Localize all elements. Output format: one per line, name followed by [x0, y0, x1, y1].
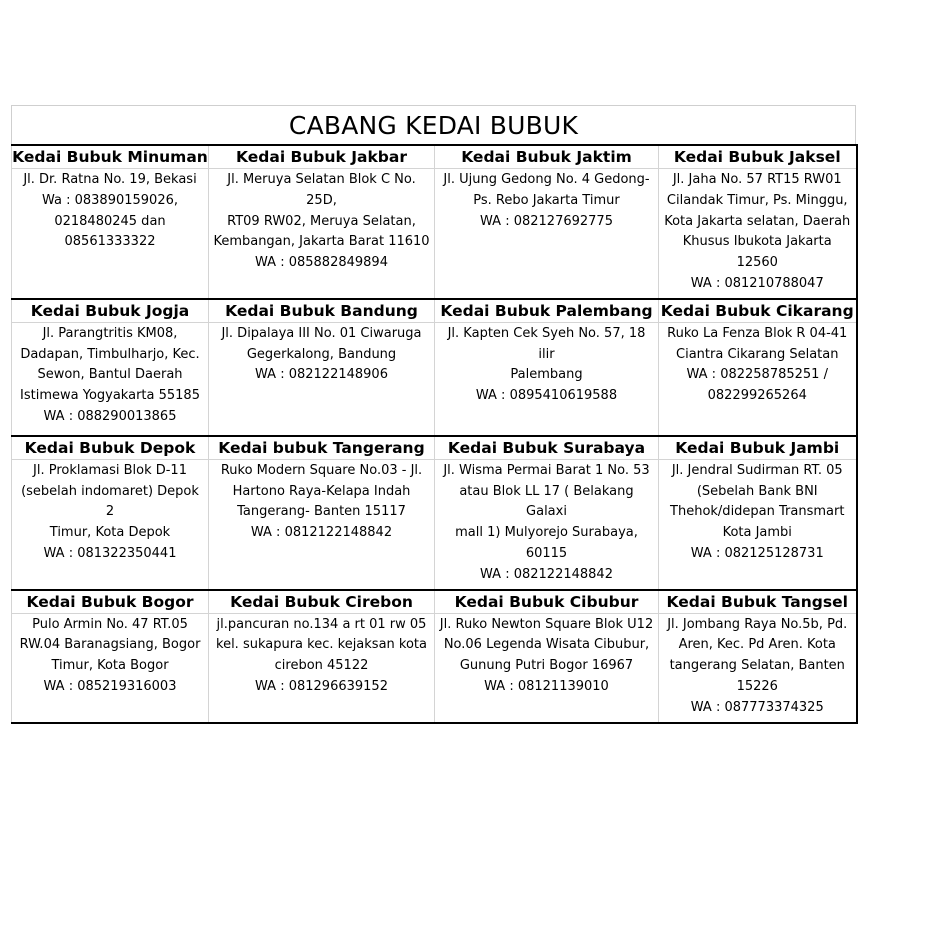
branch-address-line: (sebelah indomaret) Depok 2: [21, 483, 199, 520]
branch-address-line: WA : 087773374325: [690, 699, 824, 715]
branch-name: Kedai Bubuk Jambi: [659, 436, 857, 460]
branch-address-cell: [435, 169, 659, 299]
branch-address-line: Jl. Proklamasi Blok D-11: [33, 462, 187, 478]
branch-address-line: 08561333322: [64, 234, 156, 250]
branch-name: Kedai Bubuk Depok: [12, 436, 209, 460]
branch-address-line: Wa : 083890159026,: [41, 192, 179, 208]
branch-name: Kedai bubuk Tangerang: [209, 436, 435, 460]
branch-address-line: WA : 082125128731: [690, 545, 824, 561]
branch-address-cell: [12, 613, 209, 723]
branch-address-line: Tangerang- Banten 15117: [237, 504, 406, 520]
branch-address-cell: [435, 459, 659, 589]
branch-name: Kedai Bubuk Jaktim: [435, 145, 659, 169]
branch-address-line: cirebon 45122: [274, 658, 369, 674]
branch-address-cell: [659, 322, 857, 436]
branch-address-line: WA : 081210788047: [690, 275, 824, 291]
branch-sheet: [11, 105, 856, 724]
branch-detail-row: [12, 169, 857, 299]
branch-address-line: Jl. Dr. Ratna No. 19, Bekasi: [23, 172, 197, 187]
branch-address-line: Jl. Meruya Selatan Blok C No. 25D,: [227, 172, 416, 208]
branch-address-line: WA : 085219316003: [43, 678, 177, 694]
branch-address-line: WA : 0895410619588: [475, 388, 618, 404]
branch-name: Kedai Bubuk Jakbar: [209, 145, 435, 169]
branch-address-cell: [435, 322, 659, 436]
branch-address-line: jl.pancuran no.134 a rt 01 rw 05: [216, 616, 427, 632]
branch-address-line: Jl. Wisma Permai Barat 1 No. 53: [443, 462, 650, 478]
branch-address-line: Kota Jakarta selatan, Daerah: [664, 213, 851, 229]
branch-address-line: Jl. Kapten Cek Syeh No. 57, 18 ilir: [447, 325, 646, 362]
branch-name: Kedai Bubuk Tangsel: [659, 590, 857, 614]
branch-address-line: Istimewa Yogyakarta 55185: [20, 388, 200, 404]
branch-address-line: Gunung Putri Bogor 16967: [459, 658, 634, 674]
branch-name: Kedai Bubuk Bandung: [209, 299, 435, 323]
branch-address-line: Ruko Modern Square No.03 - Jl.: [220, 462, 423, 478]
branch-address-line: Gegerkalong, Bandung: [246, 346, 397, 362]
branch-address-line: Palembang: [510, 367, 583, 383]
branch-address-line: mall 1) Mulyorejo Surabaya,: [455, 525, 638, 541]
branch-address-line: WA : 088290013865: [43, 408, 177, 424]
branch-address-line: Kembangan, Jakarta Barat 11610: [213, 234, 430, 250]
branch-address-line: WA : 081322350441: [43, 545, 177, 561]
branch-address-line: atau Blok LL 17 ( Belakang Galaxi: [459, 483, 634, 520]
branch-name-row: [12, 436, 857, 460]
branch-detail-row: [12, 459, 857, 589]
branch-address-line: WA : 081296639152: [255, 678, 388, 694]
branch-address-line: No.06 Legenda Wisata Cibubur,: [443, 637, 650, 653]
branch-address-line: Sewon, Bantul Daerah: [37, 367, 183, 383]
branch-address-cell: [12, 459, 209, 589]
branch-table: [11, 144, 858, 724]
branch-address-line: Dadapan, Timbulharjo, Kec.: [20, 346, 200, 362]
branch-name: Kedai Bubuk Jaksel: [659, 145, 857, 169]
branch-address-line: Jl. Ujung Gedong No. 4 Gedong-: [443, 172, 650, 187]
branch-address-line: 0218480245 dan: [54, 213, 166, 229]
branch-name-row: [12, 299, 857, 323]
branch-address-line: RT09 RW02, Meruya Selatan,: [227, 213, 416, 229]
branch-name: Kedai Bubuk Surabaya: [435, 436, 659, 460]
branch-address-line: WA : 082258785251 /: [686, 367, 828, 383]
branch-name: Kedai Bubuk Cibubur: [435, 590, 659, 614]
branch-name: Kedai Bubuk Cirebon: [209, 590, 435, 614]
branch-name: Kedai Bubuk Palembang: [435, 299, 659, 323]
branch-address-line: Jl. Jombang Raya No.5b, Pd.: [667, 616, 848, 632]
branch-detail-row: [12, 322, 857, 436]
branch-address-line: Khusus Ibukota Jakarta 12560: [682, 234, 832, 271]
branch-address-line: Jl. Jaha No. 57 RT15 RW01: [672, 172, 842, 187]
branch-address-cell: [659, 459, 857, 589]
branch-address-line: WA : 08121139010: [484, 678, 609, 694]
branch-address-line: Jl. Dipalaya III No. 01 Ciwaruga: [221, 325, 422, 341]
branch-address-cell: [435, 613, 659, 723]
branch-name: Kedai Bubuk Bogor: [12, 590, 209, 614]
branch-name-row: [12, 590, 857, 614]
branch-address-line: Timur, Kota Bogor: [51, 658, 169, 674]
branch-address-line: Ruko La Fenza Blok R 04-41: [667, 325, 848, 341]
branch-address-cell: [12, 169, 209, 299]
branch-address-line: Thehok/didepan Transmart: [670, 504, 845, 520]
branch-name: Kedai Bubuk Jogja: [12, 299, 209, 323]
branch-address-line: Kota Jambi: [722, 525, 792, 541]
branch-name: Kedai Bubuk Cikarang: [659, 299, 857, 323]
branch-address-line: kel. sukapura kec. kejaksan kota: [216, 637, 427, 653]
branch-address-cell: [209, 322, 435, 436]
branch-address-line: Timur, Kota Depok: [49, 525, 171, 541]
branch-address-line: Pulo Armin No. 47 RT.05: [32, 616, 188, 632]
branch-address-cell: [209, 169, 435, 299]
branch-address-line: Jl. Ruko Newton Square Blok U12: [439, 616, 654, 632]
branch-address-line: WA : 082127692775: [480, 213, 613, 229]
branch-address-line: RW.04 Baranagsiang, Bogor: [19, 637, 201, 653]
branch-address-line: 082299265264: [707, 388, 807, 404]
branch-address-line: 15226: [736, 678, 778, 694]
branch-address-cell: [209, 613, 435, 723]
branch-name: Kedai Bubuk Minuman: [12, 145, 209, 169]
branch-address-cell: [659, 169, 857, 299]
branch-address-line: 60115: [525, 545, 568, 561]
branch-detail-row: [12, 613, 857, 723]
branch-address-line: WA : 082122148906: [255, 367, 388, 383]
branch-address-line: Hartono Raya-Kelapa Indah: [232, 483, 411, 499]
branch-address-line: WA : 082122148842: [480, 566, 613, 582]
branch-address-line: tangerang Selatan, Banten: [669, 658, 845, 674]
branch-address-cell: [209, 459, 435, 589]
branch-address-line: Aren, Kec. Pd Aren. Kota: [678, 637, 836, 653]
branch-address-line: Ps. Rebo Jakarta Timur: [473, 192, 620, 208]
branch-address-line: Ciantra Cikarang Selatan: [676, 346, 839, 362]
branch-name-row: [12, 145, 857, 169]
branch-address-cell: [12, 322, 209, 436]
branch-address-cell: [659, 613, 857, 723]
branch-address-line: WA : 085882849894: [255, 255, 388, 271]
page-title: CABANG KEDAI BUBUK: [11, 105, 856, 144]
branch-address-line: Jl. Parangtritis KM08,: [42, 325, 178, 341]
branch-address-line: (Sebelah Bank BNI: [696, 483, 818, 499]
branch-address-line: Cilandak Timur, Ps. Minggu,: [666, 192, 848, 208]
branch-address-line: WA : 0812122148842: [250, 525, 393, 541]
branch-address-line: Jl. Jendral Sudirman RT. 05: [671, 462, 843, 478]
